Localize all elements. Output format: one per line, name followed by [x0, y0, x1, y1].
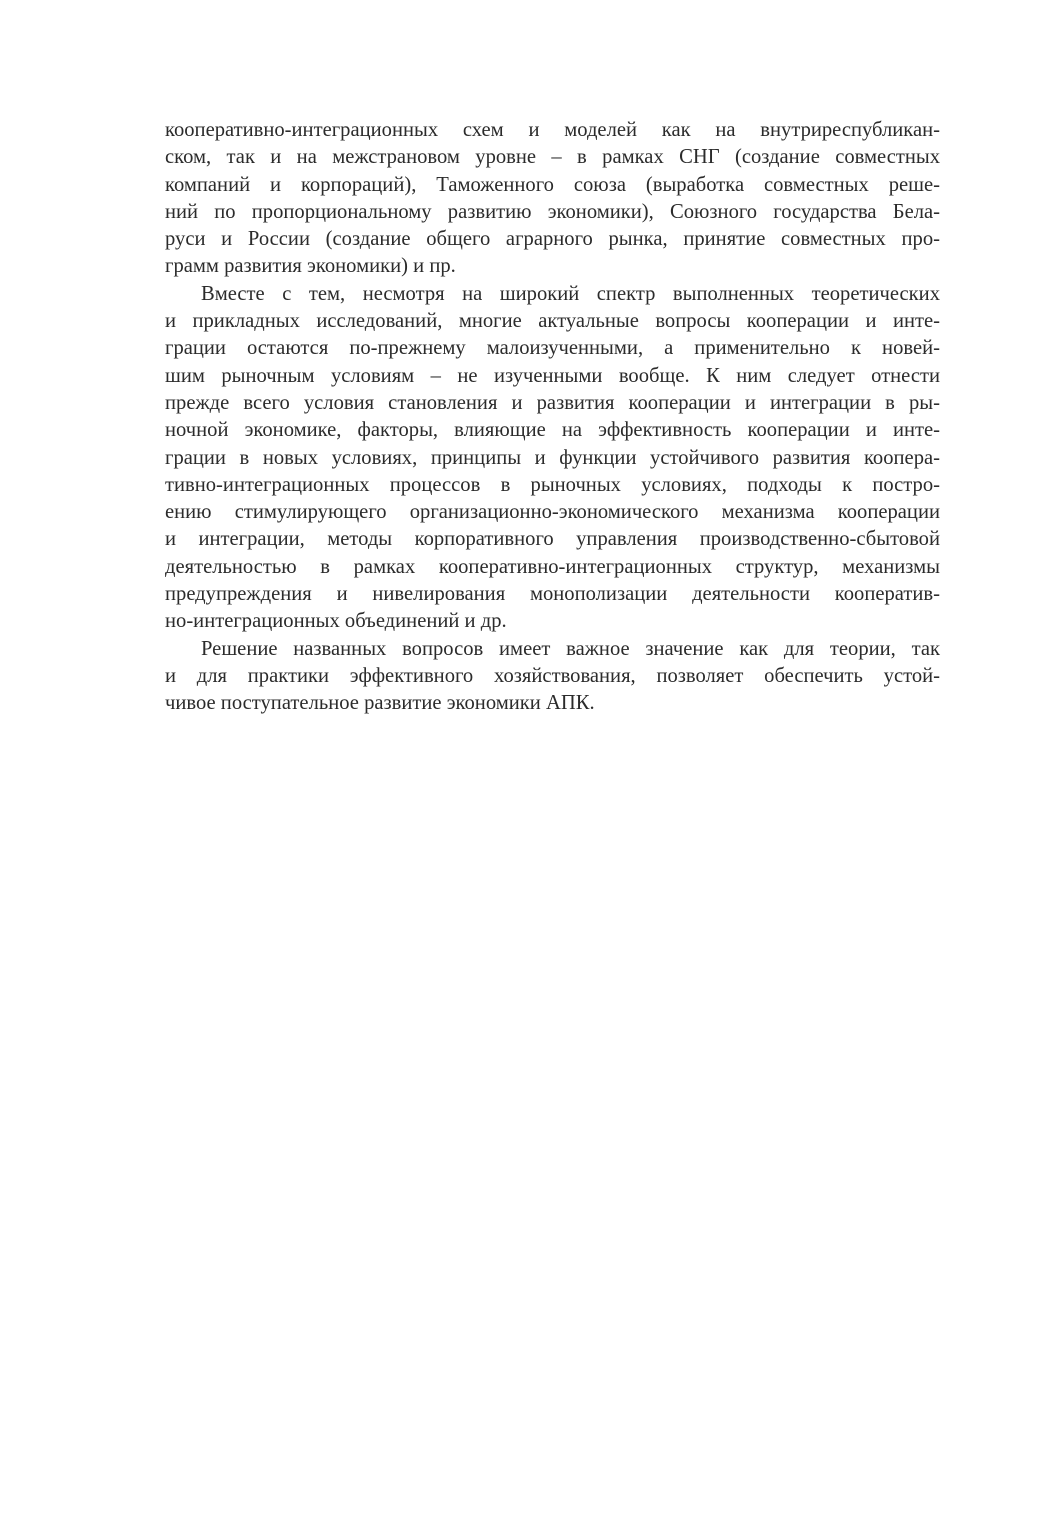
text-line: тивно-интеграционных процессов в рыночных условиях, подходы к постро-	[165, 473, 940, 496]
body-text	[165, 117, 940, 718]
text-line: ночной экономике, факторы, влияющие на эффективность кооперации и инте-	[165, 419, 940, 442]
text-line: грации в новых условиях, принципы и функции устойчивого развития коопера-	[165, 446, 940, 469]
paragraph-2	[165, 281, 940, 636]
text-line: кооперативно-интеграционных схем и моделей как на внутриреспубликан-	[165, 119, 940, 141]
text-line: ском, так и на межстрановом уровне – в рамках СНГ (создание совместных	[165, 146, 940, 169]
text-line: ний по пропорциональному развитию экономики), Союзного государства Бела-	[165, 200, 940, 223]
text-line: грации остаются по-прежнему малоизученными, а применительно к новей-	[165, 337, 940, 360]
paragraph-3	[165, 636, 940, 718]
text-line: Вместе с тем, несмотря на широкий спектр выполненных теоретических	[201, 282, 940, 305]
text-line: деятельностью в рамках кооперативно-интеграционных структур, механизмы	[165, 555, 940, 578]
text-line: компаний и корпораций), Таможенного союза (выработка совместных реше-	[165, 173, 940, 196]
text-line: чивое поступательное развитие экономики АПК.	[165, 692, 595, 715]
text-line: и прикладных исследований, многие актуальные вопросы кооперации и инте-	[165, 310, 940, 333]
text-line: ению стимулирующего организационно-экономического механизма кооперации	[165, 501, 940, 524]
text-line: предупреждения и нивелирования монополизации деятельности кооператив-	[165, 583, 940, 606]
text-line: руси и России (создание общего аграрного рынка, принятие совместных про-	[165, 228, 940, 251]
paragraph-1	[165, 117, 940, 281]
text-line: и интеграции, методы корпоративного управления производственно-сбытовой	[165, 528, 940, 551]
text-line: но-интеграционных объединений и др.	[165, 610, 507, 633]
text-line: Решение названных вопросов имеет важное значение как для теории, так	[201, 637, 940, 660]
text-line: и для практики эффективного хозяйствования, позволяет обеспечить устой-	[165, 664, 940, 687]
text-line: шим рыночным условиям – не изученными вообще. К ним следует отнести	[165, 364, 940, 387]
text-line: прежде всего условия становления и развития кооперации и интеграции в ры-	[165, 391, 940, 414]
text-line: грамм развития экономики) и пр.	[165, 255, 456, 278]
